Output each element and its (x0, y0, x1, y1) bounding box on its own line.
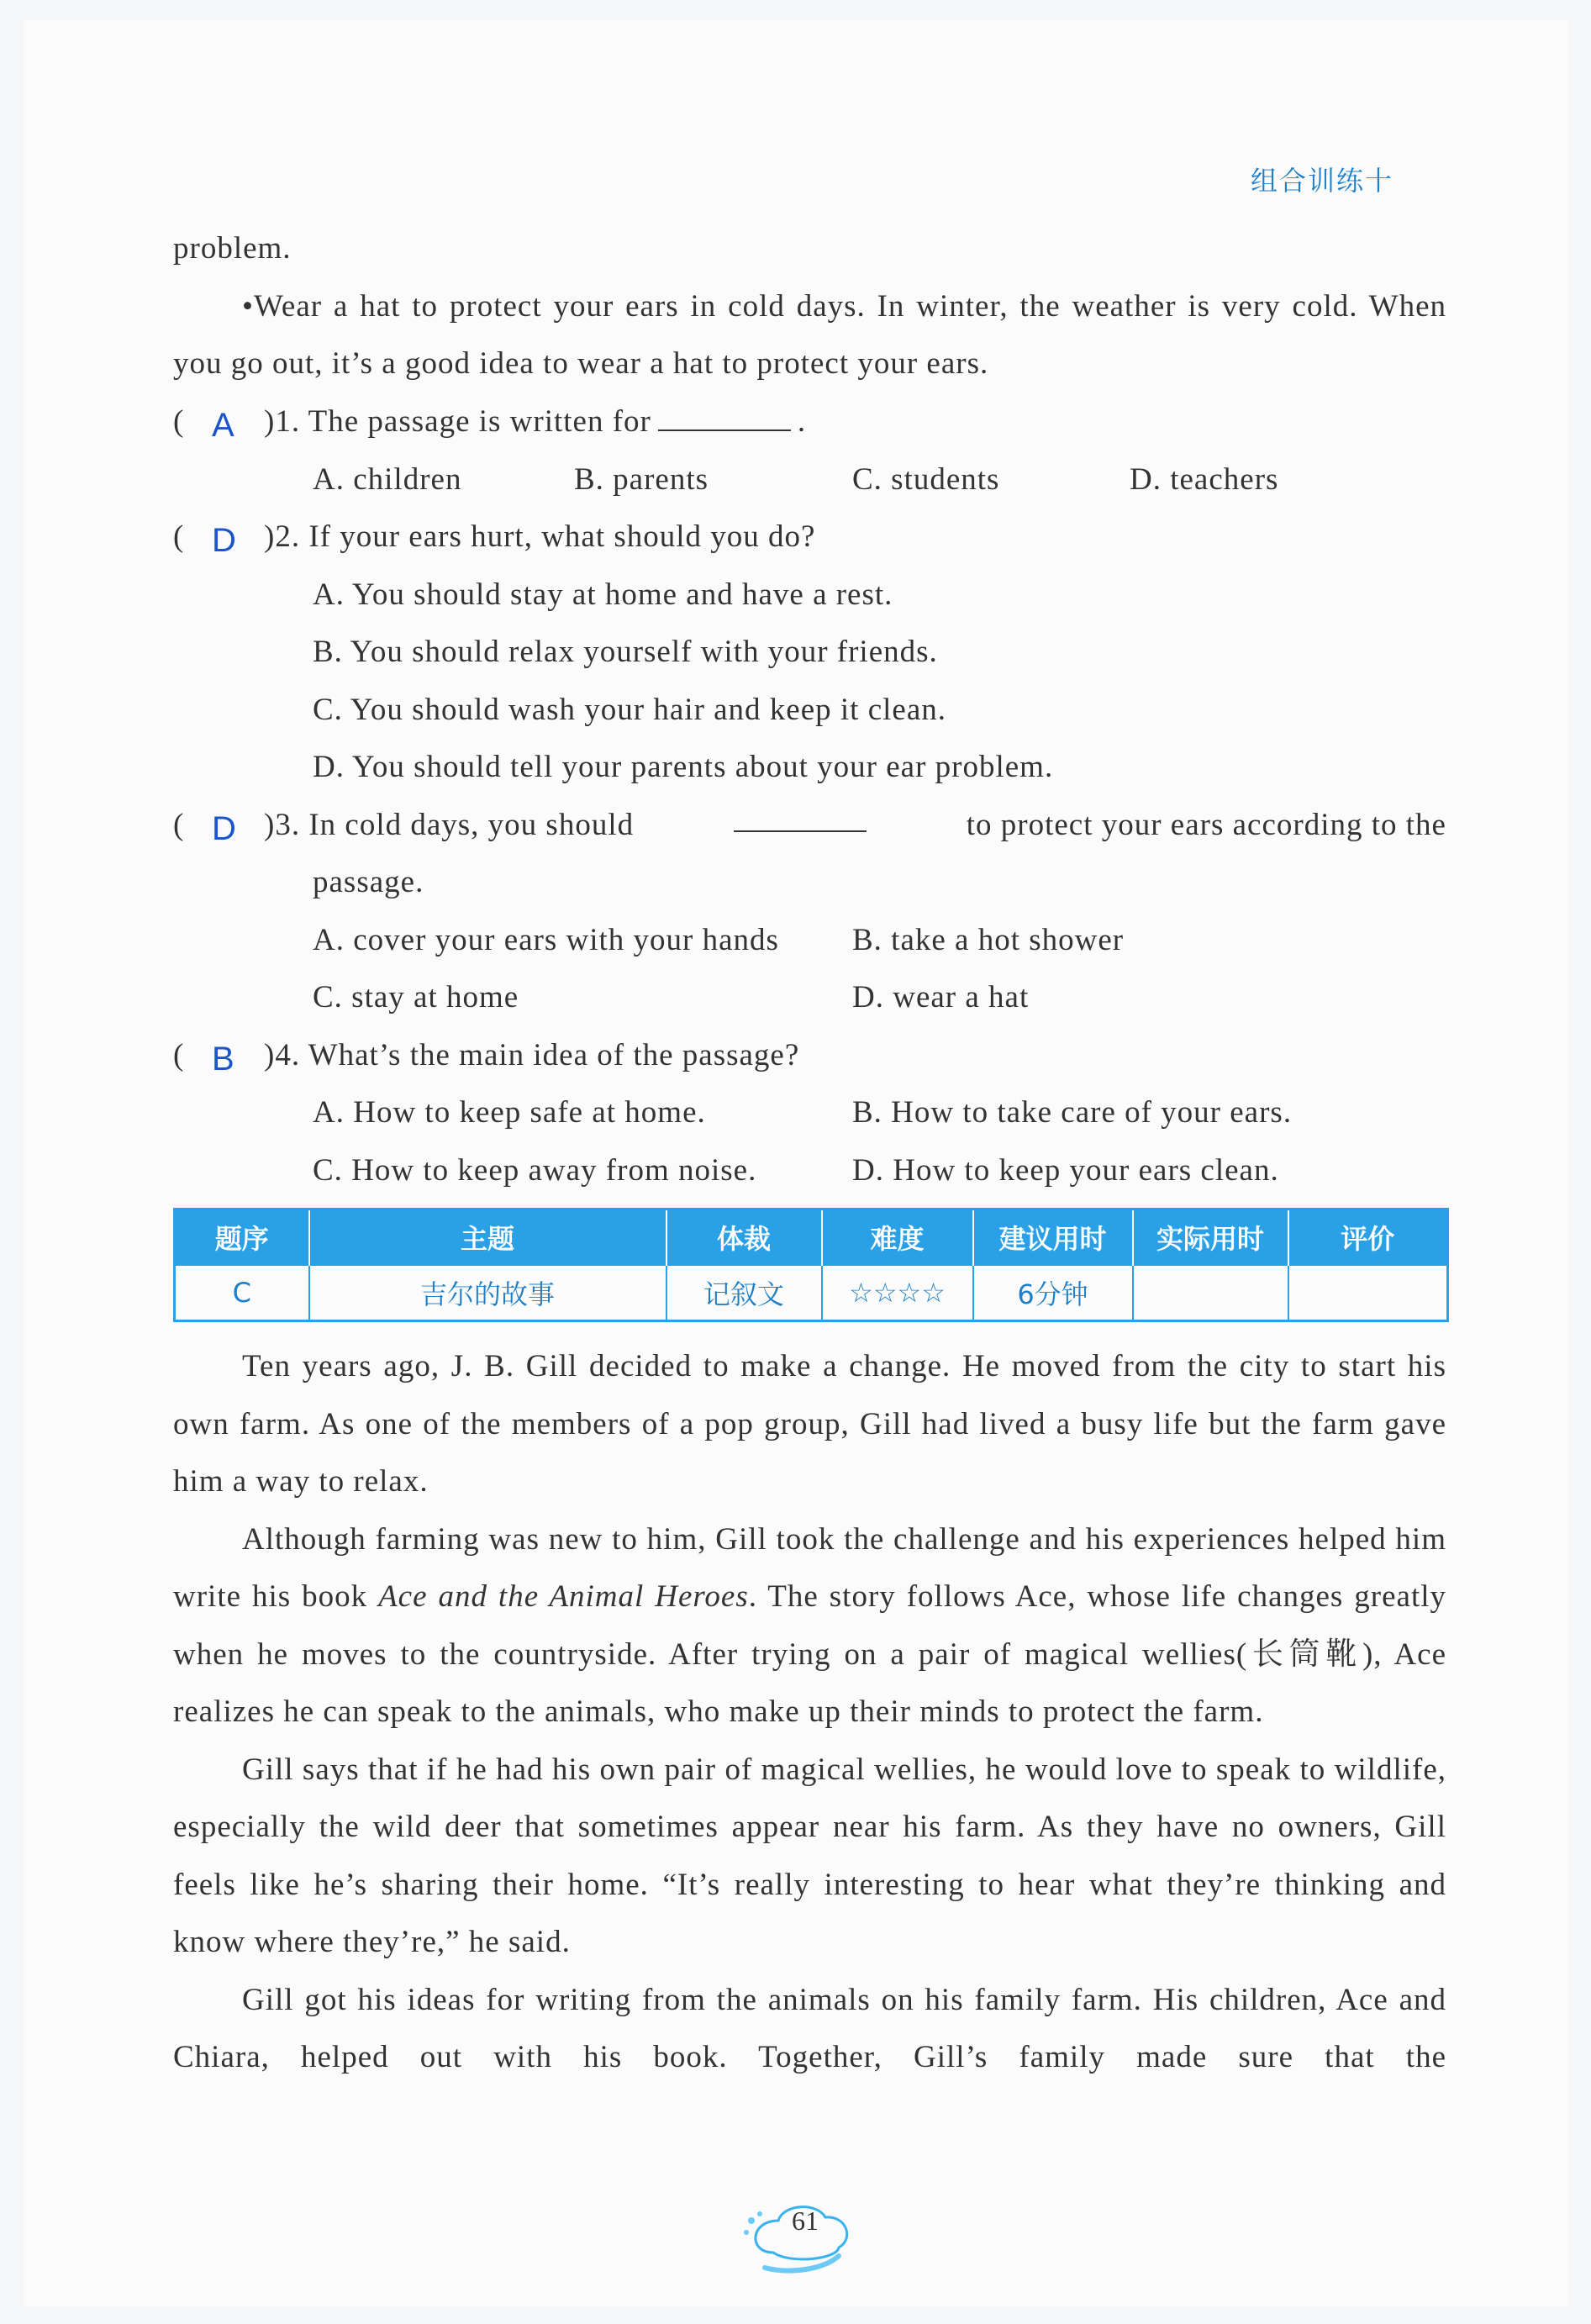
option-row (173, 969, 1446, 1027)
option: A. You should stay at home and have a rest. (313, 577, 893, 612)
option-row (173, 912, 1446, 970)
option: C. stay at home (313, 980, 519, 1014)
tip-paragraph: •Wear a hat to protect your ears in cold days. In winter, the weather is very cold. When you go out, it’s a good idea to wear a hat to protect your ears. (173, 288, 1446, 381)
option: A. How to keep safe at home. (313, 1095, 706, 1130)
option: B. parents (574, 461, 709, 497)
option: B. You should relax yourself with your friends. (313, 635, 938, 669)
page (24, 20, 1568, 2306)
table-header-row (175, 1209, 1448, 1266)
reading-info-table (173, 1208, 1449, 1322)
blank-line (734, 797, 867, 832)
passage-paragraph-2 (173, 1511, 1446, 1742)
section-title: 组合训练十 (1250, 165, 1393, 197)
question-3-continued (173, 854, 1446, 912)
paren: ( (173, 404, 185, 439)
option: B. How to take care of your ears. (852, 1095, 1293, 1130)
answer-2: D (212, 522, 237, 559)
passage (173, 1338, 1446, 2087)
paragraph-text: Although farming was new to him, Gill took the challenge and his experiences helped him write his book (173, 1521, 1446, 1614)
paren: ( (173, 1037, 185, 1072)
cell-genre: 记叙文 (666, 1265, 822, 1321)
problem-line: problem. (173, 231, 292, 266)
option: C. How to keep away from noise. (313, 1152, 757, 1188)
page-number-badge (740, 2187, 857, 2279)
question-1-end: . (797, 404, 807, 439)
paren: ( (173, 519, 185, 554)
cell-topic: 吉尔的故事 (309, 1265, 666, 1321)
cell-suggested-time: 6分钟 (973, 1265, 1133, 1321)
answer-1: A (212, 407, 235, 444)
passage-paragraph-4: Gill got his ideas for writing from the animals on his family farm. His children, Ace and Chiara, helped out with his book. Together, Gill’s family made sure that the (173, 1982, 1446, 2074)
option-row (173, 1142, 1446, 1200)
question-1-stem: )1. The passage is written for (264, 404, 651, 439)
answer-4: B (212, 1040, 235, 1078)
header-cell: 题序 (175, 1209, 309, 1266)
option-row (173, 739, 1446, 797)
table-row (175, 1265, 1448, 1321)
passage-paragraph-1: Ten years ago, J. B. Gill decided to make a change. He moved from the city to start his own farm. As one of the members of a pop group, Gill had lived a busy life but the farm gave him a way to relax. (173, 1349, 1446, 1499)
option-row (173, 1084, 1446, 1142)
option: C. You should wash your hair and keep it clean. (313, 692, 947, 727)
question-2 (173, 509, 1446, 567)
blank-line (658, 396, 791, 431)
book-title: Ace and the Animal Heroes (378, 1579, 749, 1614)
cell-difficulty: ☆☆☆☆ (822, 1265, 973, 1321)
header-cell: 建议用时 (973, 1209, 1133, 1266)
option: D. How to keep your ears clean. (852, 1152, 1279, 1188)
top-text (173, 220, 1446, 393)
page-number: 61 (792, 2205, 819, 2236)
question-4-text: )4. What’s the main idea of the passage? (264, 1037, 800, 1072)
question-1-options (173, 451, 1446, 509)
paragraph-text: . The story follows Ace, whose life changes greatly when he moves to the countryside. After trying on a pair of magical wellies(长筒靴), Ace realizes he can speak to the animals, who make up their minds to protect the farm. (173, 1579, 1446, 1729)
questions (173, 393, 1446, 1199)
cell-actual-time (1133, 1265, 1288, 1321)
option: A. cover your ears with your hands (313, 922, 779, 957)
option-row (173, 567, 1446, 624)
question-3-stem: )3. In cold days, you should (264, 807, 635, 842)
option: D. You should tell your parents about your ear problem. (313, 750, 1054, 784)
option: C. students (852, 461, 1000, 497)
header-cell: 体裁 (666, 1209, 822, 1266)
header-cell: 实际用时 (1133, 1209, 1288, 1266)
option-row (173, 624, 1446, 682)
question-1 (173, 393, 1446, 451)
header-cell: 评价 (1288, 1209, 1448, 1266)
header-cell: 难度 (822, 1209, 973, 1266)
paren: ( (173, 807, 185, 842)
answer-3: D (212, 809, 237, 847)
question-4 (173, 1027, 1446, 1085)
question-2-text: )2. If your ears hurt, what should you do? (264, 519, 816, 554)
option: D. teachers (1130, 461, 1279, 497)
header-cell: 主题 (309, 1209, 666, 1266)
passage-paragraph-3: Gill says that if he had his own pair of magical wellies, he would love to speak to wildlife, especially the wild deer that sometimes appear near his farm. As they have no owners, Gill feels like he’s sharing their home. “It’s really interesting to hear what they’re thinking and know where they’re,” he said. (173, 1752, 1446, 1959)
question-3-stem-end: to protect your ears according to the (966, 807, 1446, 842)
cell-order: C (175, 1265, 309, 1321)
option: D. wear a hat (852, 980, 1030, 1014)
cell-evaluation (1288, 1265, 1448, 1321)
question-1-text (264, 393, 806, 451)
question-3-text-cont: passage. (313, 865, 424, 899)
question-3 (173, 797, 1446, 855)
option: A. children (313, 461, 462, 497)
option: B. take a hot shower (852, 922, 1125, 957)
question-3-text (264, 797, 1446, 855)
option-row (173, 682, 1446, 740)
